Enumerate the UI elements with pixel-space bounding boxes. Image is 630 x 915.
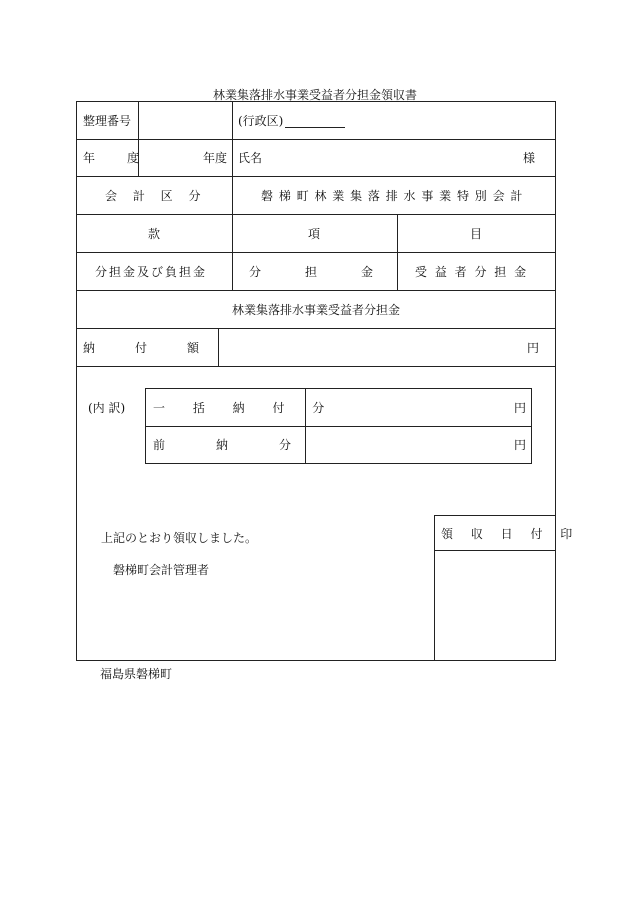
fee-description: 林業集落排水事業受益者分担金 xyxy=(231,303,400,317)
breakdown-table xyxy=(145,388,532,464)
fiscal-year-suffix: 年度 xyxy=(203,151,228,165)
receipt-statement: 上記のとおり領収しました。 xyxy=(101,531,258,545)
serial-number-label: 整理番号 xyxy=(83,114,132,128)
account-category-value: 磐 梯 町 林 業 集 落 排 水 事 業 特 別 会 計 xyxy=(261,189,524,203)
row-divider xyxy=(77,139,555,140)
district-label: (行政区) xyxy=(238,114,284,128)
row-divider xyxy=(77,290,555,291)
prepayment-unit: 円 xyxy=(514,438,527,452)
payment-amount-label: 納 付 額 xyxy=(83,341,214,355)
col-divider xyxy=(397,214,398,290)
budget-subitem-header: 目 xyxy=(470,227,483,241)
name-label: 氏名 xyxy=(238,151,263,165)
lump-sum-unit: 円 xyxy=(514,401,527,415)
stamp-divider xyxy=(435,550,556,551)
col-divider xyxy=(232,102,233,290)
form-title: 林業集落排水事業受益者分担金領収書 xyxy=(212,88,417,102)
account-category-label: 会 計 区 分 xyxy=(105,189,207,203)
lump-sum-label: 一 括 納 付 分 xyxy=(153,401,337,415)
prepayment-amount-field[interactable] xyxy=(306,427,506,463)
fiscal-year-label: 年 度 xyxy=(83,151,150,165)
budget-item-value: 分 担 金 xyxy=(249,265,390,279)
breakdown-label: (内 訳) xyxy=(88,401,126,415)
row-divider xyxy=(77,176,555,177)
receipt-form xyxy=(76,101,580,661)
budget-section-value: 分担金及び負担金 xyxy=(95,265,208,279)
budget-section-header: 款 xyxy=(148,227,161,241)
accounting-manager: 磐梯町会計管理者 xyxy=(113,563,210,577)
budget-subitem-value: 受 益 者 分 担 金 xyxy=(415,265,529,279)
row-divider xyxy=(77,366,555,367)
receipt-date-stamp-label: 領 収 日 付 印 xyxy=(441,527,580,541)
row-divider xyxy=(77,214,555,215)
payment-amount-unit: 円 xyxy=(527,341,540,355)
payment-amount-field[interactable] xyxy=(219,328,539,366)
honorific: 様 xyxy=(523,151,536,165)
receipt-stamp-box xyxy=(434,515,580,661)
district-field[interactable] xyxy=(238,114,345,128)
district-underline xyxy=(285,115,345,128)
issuer: 福島県磐梯町 xyxy=(100,667,173,681)
prepayment-label: 前 納 分 xyxy=(153,438,301,452)
budget-item-header: 項 xyxy=(308,227,321,241)
row-divider xyxy=(77,252,555,253)
lump-sum-amount-field[interactable] xyxy=(306,389,506,426)
